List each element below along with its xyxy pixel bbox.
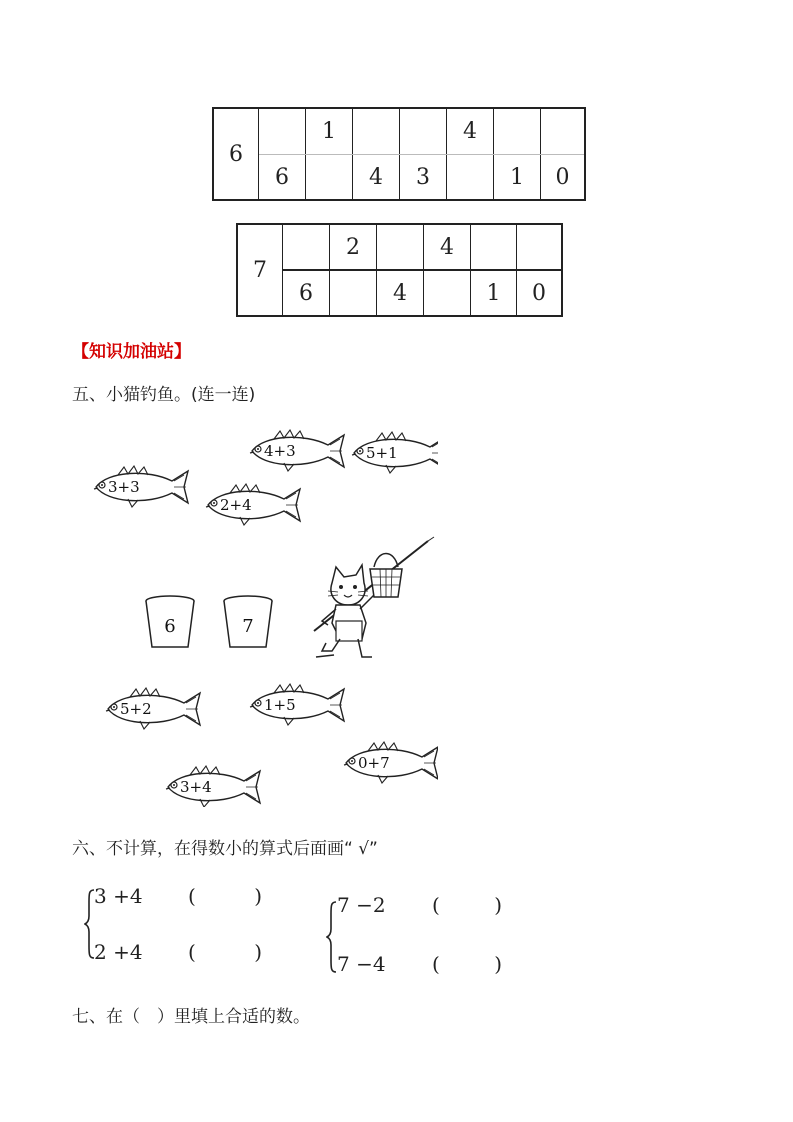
answer-paren-7-4[interactable] — [432, 952, 502, 978]
cat-fisherman — [314, 537, 434, 657]
table2-top-cell — [283, 225, 329, 269]
paren-open: ( — [432, 952, 440, 976]
fish-0+7[interactable] — [344, 742, 438, 783]
answer-paren-7-2[interactable] — [432, 893, 502, 919]
fish-2+4[interactable] — [206, 484, 300, 525]
table2-top-cell — [517, 225, 561, 269]
table1-top-cell: 1 — [322, 119, 336, 144]
fish-label: 0+7 — [358, 754, 390, 772]
paren-close: ) — [254, 884, 262, 908]
fish-3+3[interactable] — [94, 466, 188, 507]
fish-5+2[interactable] — [106, 688, 200, 729]
paren-open: ( — [432, 893, 440, 917]
table2-bottom-cell — [330, 271, 376, 315]
cat-fishing-illustration — [88, 425, 438, 807]
table2-top-cell — [471, 225, 516, 269]
table2-head: 7 — [253, 257, 267, 283]
fish-label: 4+3 — [264, 442, 296, 460]
table1-bottom-cell: 4 — [369, 164, 383, 190]
fish-label: 5+2 — [120, 700, 152, 718]
table1-bottom-cell — [306, 155, 352, 199]
paren-open: ( — [188, 940, 196, 964]
table1-bottom-cell: 1 — [510, 164, 524, 190]
fish-5+1[interactable] — [352, 432, 438, 473]
table1-top-cell — [494, 109, 540, 154]
bucket-label: 7 — [242, 616, 254, 637]
table2-top-cell: 4 — [440, 234, 454, 260]
expr-7-2: 7 −2 — [337, 893, 386, 917]
answer-paren-3+4[interactable] — [188, 884, 262, 910]
table1-top-cell — [400, 109, 446, 154]
table2-top-cell: 2 — [346, 234, 360, 260]
bucket-label: 6 — [164, 616, 176, 637]
table1-top-cell: 4 — [463, 119, 477, 144]
fish-label: 3+3 — [108, 478, 140, 496]
table1-bottom-cell: 6 — [275, 164, 289, 190]
table2-top-cell — [377, 225, 423, 269]
fish-label: 5+1 — [366, 444, 398, 462]
number-split-table-7 — [236, 223, 563, 317]
table2-bottom-cell: 4 — [393, 280, 407, 306]
paren-open: ( — [188, 884, 196, 908]
paren-close: ) — [254, 940, 262, 964]
fish-4+3[interactable] — [250, 430, 344, 471]
q7-title: 七、在（ ）里填上合适的数。 — [72, 1007, 310, 1027]
expr-3+4: 3 +4 — [94, 884, 143, 908]
table1-top-cell — [259, 109, 305, 154]
table1-bottom-cell: 0 — [555, 164, 570, 190]
fish-label: 3+4 — [180, 778, 212, 796]
expr-7-4: 7 −4 — [337, 952, 386, 976]
fish-3+4[interactable] — [166, 766, 260, 807]
paren-close: ) — [494, 893, 502, 917]
fish-label: 2+4 — [220, 496, 252, 514]
table1-top-cell — [353, 109, 399, 154]
table2-bottom-cell — [424, 271, 470, 315]
bucket-6[interactable] — [146, 596, 194, 647]
table2-bottom-cell: 1 — [486, 280, 501, 306]
section-tag: 【知识加油站】 — [72, 342, 191, 362]
table2-bottom-cell: 0 — [532, 280, 546, 306]
table1-top-cell — [541, 109, 584, 154]
table2-bottom-cell: 6 — [299, 280, 313, 306]
bucket-7[interactable] — [224, 596, 272, 647]
paren-close: ) — [494, 952, 502, 976]
number-split-table-6 — [212, 107, 586, 201]
q6-title: 六、不计算，在得数小的算式后面画“ √” — [72, 839, 378, 859]
q5-title: 五、小猫钓鱼。(连一连) — [72, 385, 256, 405]
expr-2+4: 2 +4 — [94, 940, 143, 964]
table1-bottom-cell: 3 — [416, 164, 430, 190]
answer-paren-2+4[interactable] — [188, 940, 262, 966]
table1-head: 6 — [229, 141, 243, 167]
table1-bottom-cell — [447, 155, 493, 199]
fish-1+5[interactable] — [250, 684, 344, 725]
fish-label: 1+5 — [264, 696, 296, 714]
